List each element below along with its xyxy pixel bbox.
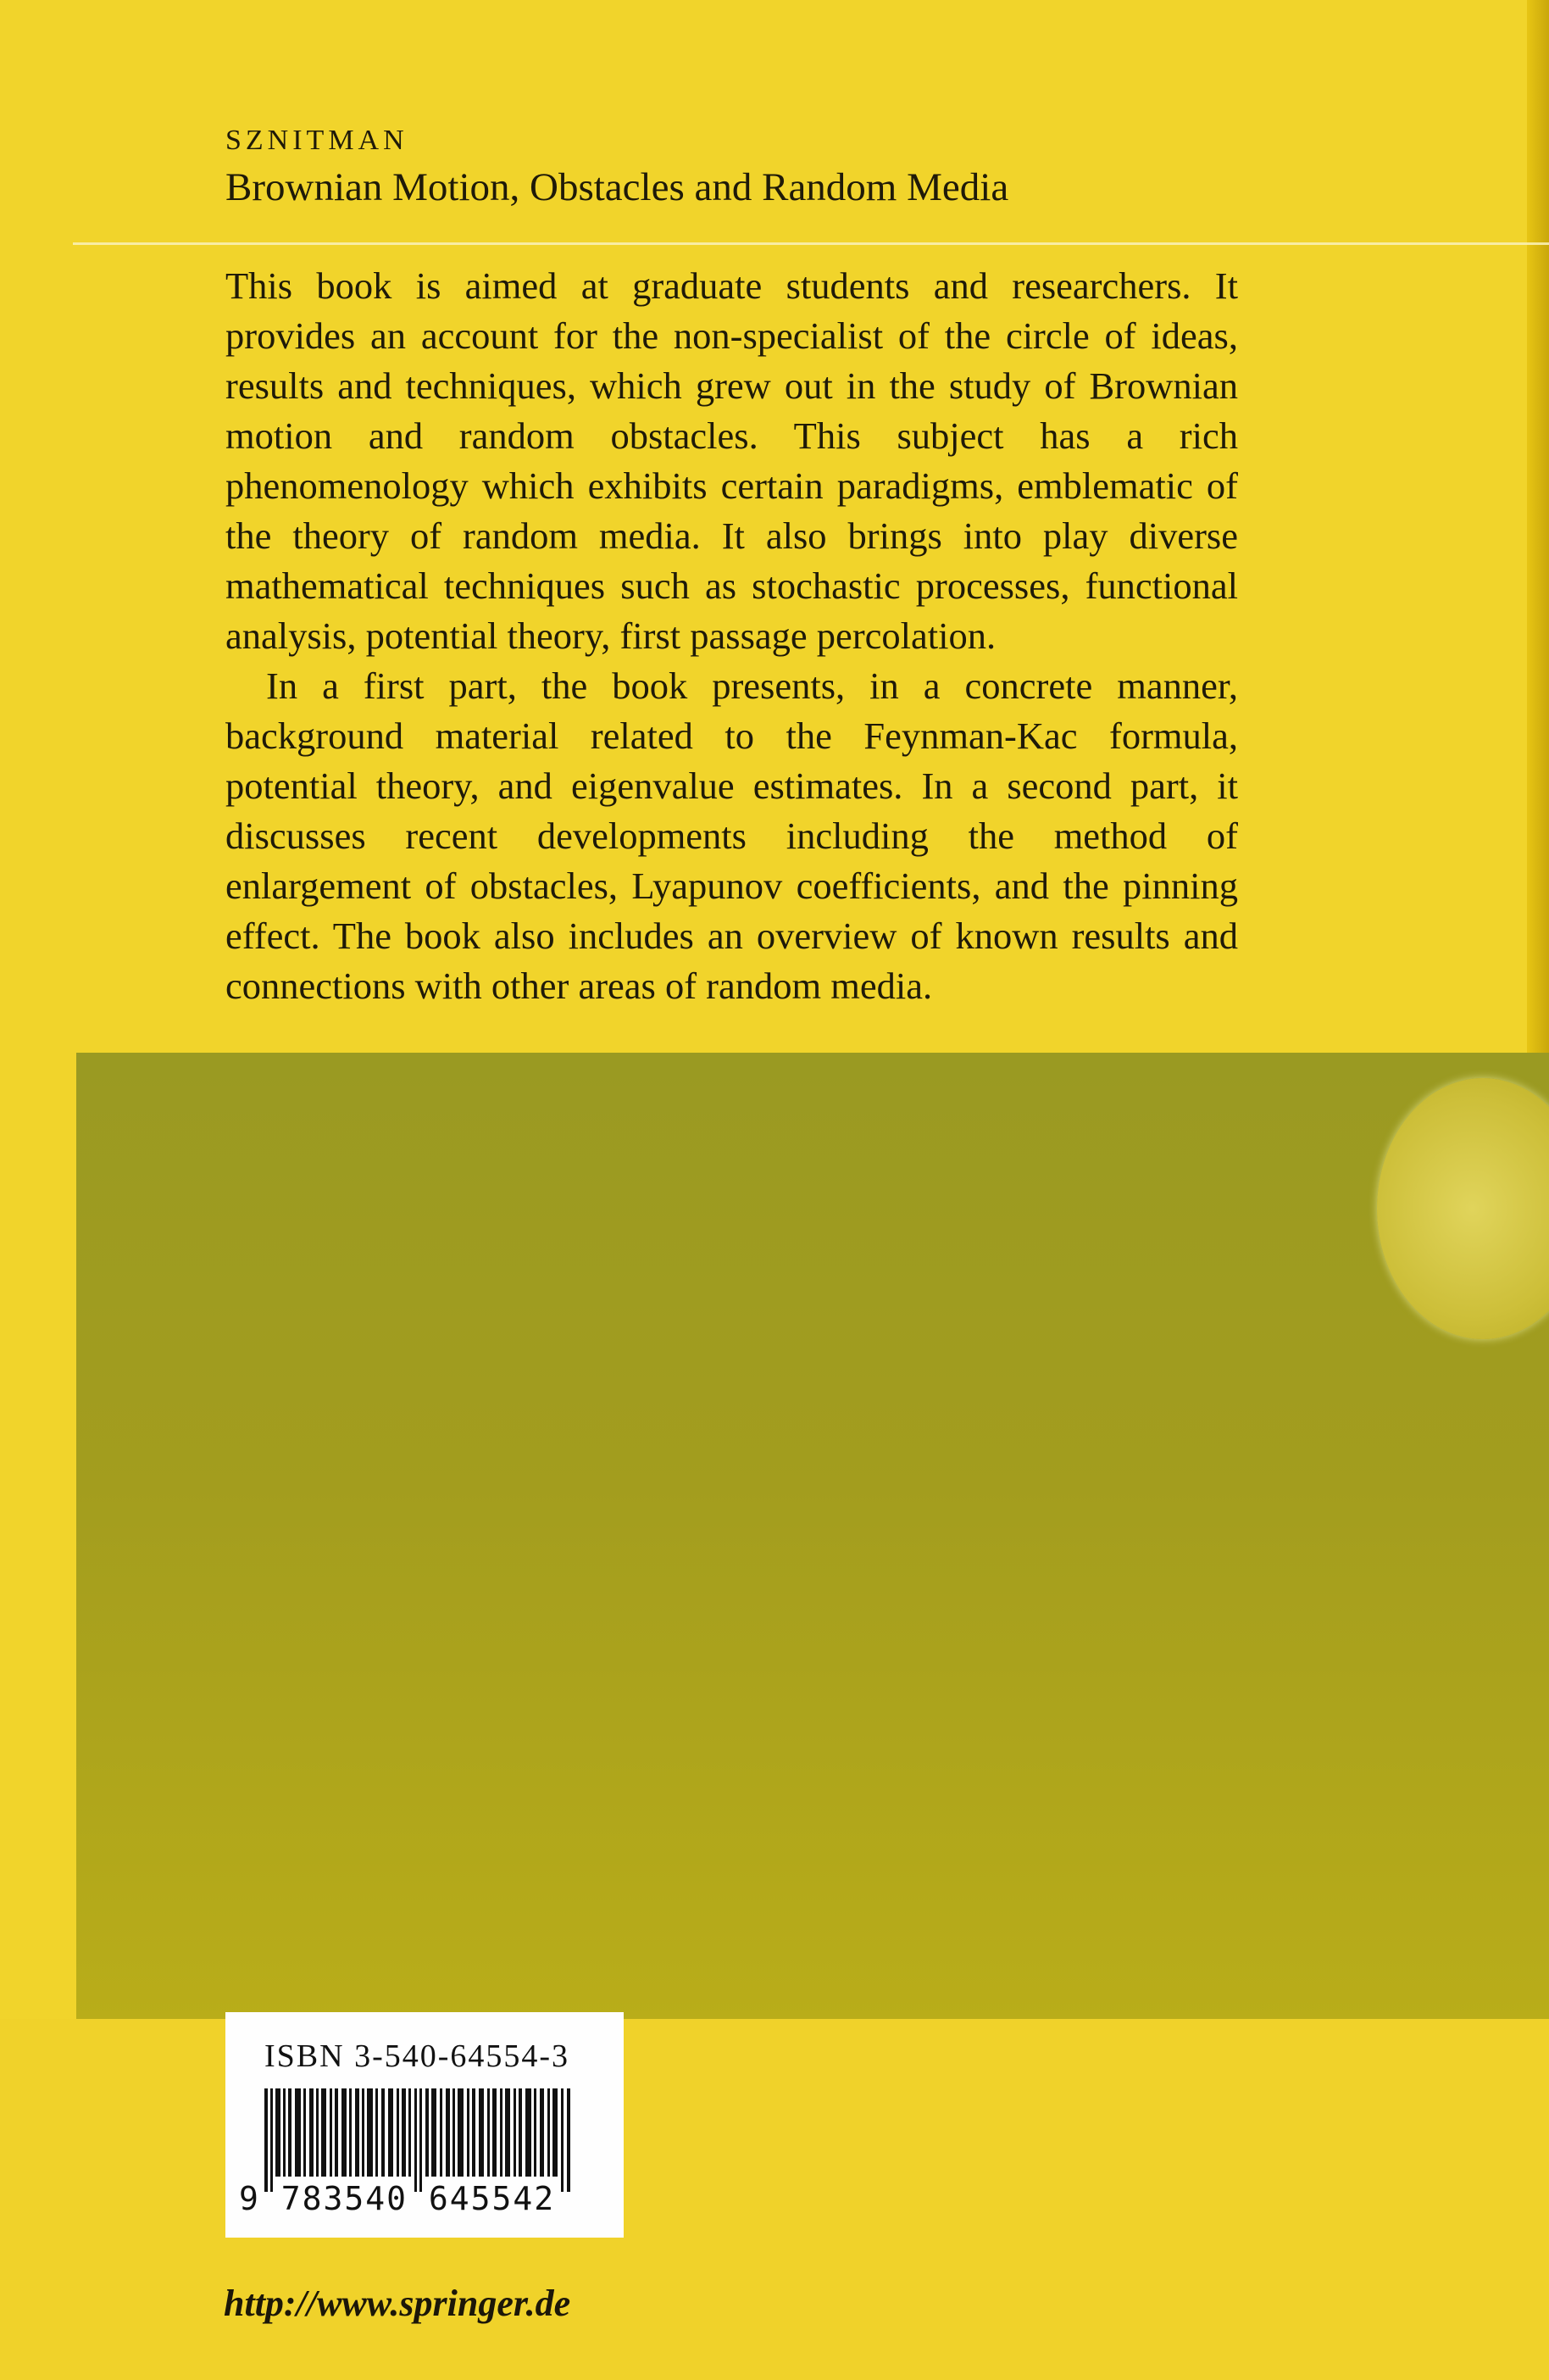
blurb-text [225,261,1238,1011]
author-name: SZNITMAN [225,125,408,156]
divider-rule [73,242,1549,245]
blurb-paragraph-2: In a first part, the book presents, in a concrete manner, background material related to the Feynman-Kac formula, potential theory, and eigenvalue estimates. In a second part, it discusses recent developments including the method of enlargement of obstacles, Lyapunov coefficients, and the pinning effect. The book also includes an overview of known results and connections with other areas of random media. [225,665,1238,1007]
ean-digits: 9 783540 645542 [239,2180,556,2217]
book-title: Brownian Motion, Obstacles and Random Media [225,165,1009,209]
decorative-panel [76,1053,1549,2019]
blurb-paragraph-1: This book is aimed at graduate students and researchers. It provides an account for the non-specialist of the circle of ideas, results and techniques, which grew out in the study of Brownian motion and random obstacles. This subject has a rich phenomenology which exhibits certain paradigms, emblematic of the theory of random media. It also brings into play diverse mathematical techniques such as stochastic processes, functional analysis, potential theory, first passage percolation. [225,264,1238,657]
publisher-url[interactable]: http://www.springer.de [224,2283,571,2324]
barcode-label [225,2012,624,2238]
barcode-icon [264,2088,575,2192]
isbn-number: ISBN 3-540-64554-3 [264,2038,570,2074]
